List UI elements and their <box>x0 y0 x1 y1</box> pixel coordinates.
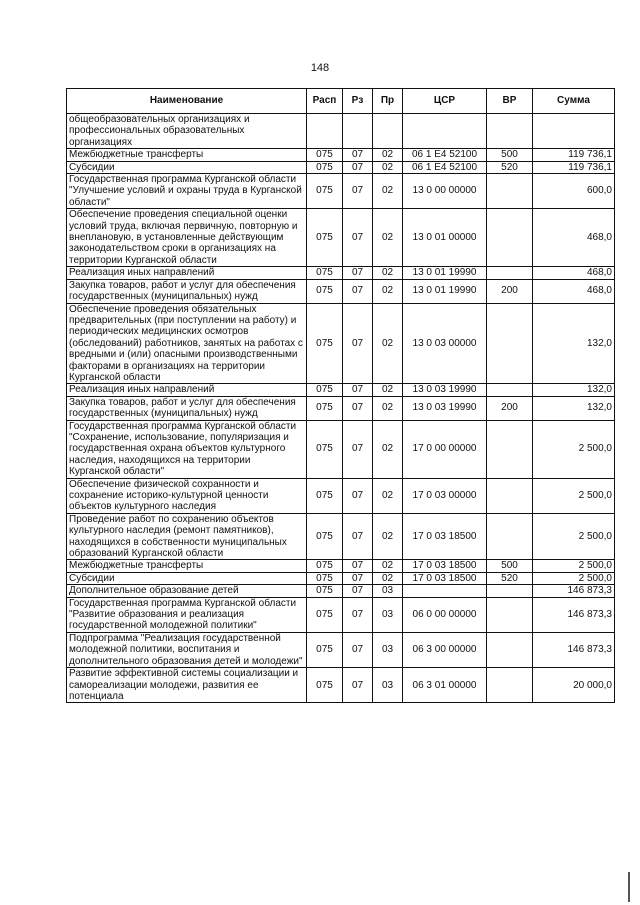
row-name: Обеспечение физической сохранности и сохранение историко-культурной ценности объектов культурного наследия <box>67 478 307 513</box>
column-header-pr: Пр <box>373 89 403 114</box>
page-number: 148 <box>310 62 330 74</box>
row-rz: 07 <box>343 560 373 572</box>
row-csr: 17 0 03 18500 <box>403 513 487 560</box>
row-sum: 146 873,3 <box>533 597 615 632</box>
column-header-sum: Сумма <box>533 89 615 114</box>
row-vr <box>487 668 533 703</box>
row-name: Реализация иных направлений <box>67 267 307 279</box>
column-header-rasp: Расп <box>307 89 343 114</box>
row-rasp: 075 <box>307 560 343 572</box>
row-vr <box>487 384 533 396</box>
row-sum: 132,0 <box>533 396 615 420</box>
column-header-csr: ЦСР <box>403 89 487 114</box>
row-rasp: 075 <box>307 572 343 584</box>
row-csr: 13 0 00 00000 <box>403 174 487 209</box>
row-name: Субсидии <box>67 161 307 173</box>
row-vr: 520 <box>487 572 533 584</box>
row-pr: 02 <box>373 513 403 560</box>
row-rz: 07 <box>343 632 373 667</box>
row-vr <box>487 513 533 560</box>
row-sum: 600,0 <box>533 174 615 209</box>
row-rz: 07 <box>343 209 373 267</box>
row-rz: 07 <box>343 174 373 209</box>
row-csr: 06 0 00 00000 <box>403 597 487 632</box>
row-pr: 02 <box>373 267 403 279</box>
row-rz: 07 <box>343 597 373 632</box>
row-rz: 07 <box>343 420 373 478</box>
row-csr: 17 0 03 18500 <box>403 572 487 584</box>
row-rasp: 075 <box>307 632 343 667</box>
row-pr: 02 <box>373 303 403 384</box>
row-name: Реализация иных направлений <box>67 384 307 396</box>
row-sum: 146 873,3 <box>533 632 615 667</box>
row-rasp: 075 <box>307 267 343 279</box>
column-header-rz: Рз <box>343 89 373 114</box>
row-csr: 06 3 00 00000 <box>403 632 487 667</box>
table-row <box>67 149 615 161</box>
row-sum: 468,0 <box>533 279 615 303</box>
budget-table <box>66 88 615 703</box>
row-name: Закупка товаров, работ и услуг для обеспечения государственных (муниципальных) нужд <box>67 396 307 420</box>
row-vr <box>487 585 533 597</box>
row-csr: 06 1 E4 52100 <box>403 149 487 161</box>
row-sum: 468,0 <box>533 267 615 279</box>
row-vr: 200 <box>487 279 533 303</box>
table-row <box>67 668 615 703</box>
row-csr: 13 0 03 19990 <box>403 396 487 420</box>
row-rasp: 075 <box>307 396 343 420</box>
row-sum: 2 500,0 <box>533 572 615 584</box>
row-rz: 07 <box>343 149 373 161</box>
row-rz: 07 <box>343 267 373 279</box>
row-name: Государственная программа Курганской области "Развитие образования и реализация государственной молодежной политики" <box>67 597 307 632</box>
row-rasp: 075 <box>307 513 343 560</box>
row-pr: 02 <box>373 149 403 161</box>
row-pr: 02 <box>373 174 403 209</box>
table-row <box>67 209 615 267</box>
row-rz: 07 <box>343 396 373 420</box>
row-rasp: 075 <box>307 420 343 478</box>
row-rz: 07 <box>343 384 373 396</box>
row-rasp: 075 <box>307 585 343 597</box>
table-row <box>67 560 615 572</box>
row-vr <box>487 597 533 632</box>
table-row <box>67 585 615 597</box>
row-csr <box>403 114 487 149</box>
row-name: Дополнительное образование детей <box>67 585 307 597</box>
table-row <box>67 572 615 584</box>
table-row <box>67 396 615 420</box>
row-vr <box>487 303 533 384</box>
row-sum: 119 736,1 <box>533 149 615 161</box>
row-rasp: 075 <box>307 161 343 173</box>
row-rasp <box>307 114 343 149</box>
row-pr: 02 <box>373 420 403 478</box>
table-row <box>67 161 615 173</box>
row-sum: 2 500,0 <box>533 513 615 560</box>
row-rz: 07 <box>343 668 373 703</box>
row-csr: 13 0 01 00000 <box>403 209 487 267</box>
row-pr: 02 <box>373 161 403 173</box>
row-rasp: 075 <box>307 478 343 513</box>
row-vr: 200 <box>487 396 533 420</box>
row-rz <box>343 114 373 149</box>
row-pr: 02 <box>373 396 403 420</box>
table-row <box>67 303 615 384</box>
row-name: Обеспечение проведения специальной оценки условий труда, включая первичную, повторную и внеплановую, в установленные действующим законодательством сроки в организациях на территории Курганской области <box>67 209 307 267</box>
table-row <box>67 420 615 478</box>
row-rz: 07 <box>343 572 373 584</box>
row-rasp: 075 <box>307 384 343 396</box>
row-pr: 02 <box>373 384 403 396</box>
row-name: Межбюджетные трансферты <box>67 560 307 572</box>
row-rasp: 075 <box>307 174 343 209</box>
row-pr: 03 <box>373 597 403 632</box>
row-name: Субсидии <box>67 572 307 584</box>
row-rz: 07 <box>343 279 373 303</box>
row-vr <box>487 209 533 267</box>
row-name: Развитие эффективной системы социализации и самореализации молодежи, развития ее потенциала <box>67 668 307 703</box>
row-vr: 500 <box>487 560 533 572</box>
row-name: Подпрограмма "Реализация государственной молодежной политики, воспитания и дополнительного образования детей и молодежи" <box>67 632 307 667</box>
row-csr: 13 0 01 19990 <box>403 267 487 279</box>
row-sum: 2 500,0 <box>533 478 615 513</box>
row-sum: 468,0 <box>533 209 615 267</box>
row-csr <box>403 585 487 597</box>
row-vr <box>487 478 533 513</box>
row-vr <box>487 420 533 478</box>
column-header-name: Наименование <box>67 89 307 114</box>
row-rasp: 075 <box>307 668 343 703</box>
table-row <box>67 114 615 149</box>
row-sum: 2 500,0 <box>533 420 615 478</box>
row-pr: 02 <box>373 572 403 584</box>
row-name: Обеспечение проведения обязательных предварительных (при поступлении на работу) и периодических медицинских осмотров (обследований) работников, занятых на работах с вредными и (или) опасными производственными факторами в организациях на территории Курганской области <box>67 303 307 384</box>
table-row <box>67 513 615 560</box>
row-name: Государственная программа Курганской области "Сохранение, использование, популяризация и государственная охрана объектов культурного наследия, находящихся на территории Курганской области" <box>67 420 307 478</box>
row-rz: 07 <box>343 513 373 560</box>
row-sum: 132,0 <box>533 384 615 396</box>
row-sum <box>533 114 615 149</box>
row-rasp: 075 <box>307 303 343 384</box>
row-rz: 07 <box>343 161 373 173</box>
table-row <box>67 267 615 279</box>
row-rasp: 075 <box>307 597 343 632</box>
row-rz: 07 <box>343 585 373 597</box>
table-row <box>67 478 615 513</box>
row-rasp: 075 <box>307 279 343 303</box>
row-csr: 17 0 03 00000 <box>403 478 487 513</box>
row-vr: 520 <box>487 161 533 173</box>
row-csr: 13 0 03 00000 <box>403 303 487 384</box>
row-name: Проведение работ по сохранению объектов культурного наследия (ремонт памятников), находящихся в собственности муниципальных образований Курганской области <box>67 513 307 560</box>
row-rasp: 075 <box>307 149 343 161</box>
row-name: общеобразовательных организациях и профессиональных образовательных организациях <box>67 114 307 149</box>
table-row <box>67 174 615 209</box>
row-rasp: 075 <box>307 209 343 267</box>
row-sum: 146 873,3 <box>533 585 615 597</box>
header-row <box>67 89 615 114</box>
scan-edge-mark <box>628 872 630 902</box>
row-pr: 02 <box>373 279 403 303</box>
row-rz: 07 <box>343 303 373 384</box>
row-name: Государственная программа Курганской области "Улучшение условий и охраны труда в Курганской области" <box>67 174 307 209</box>
row-sum: 20 000,0 <box>533 668 615 703</box>
row-pr: 02 <box>373 478 403 513</box>
row-vr <box>487 632 533 667</box>
row-sum: 119 736,1 <box>533 161 615 173</box>
row-vr <box>487 267 533 279</box>
column-header-vr: ВР <box>487 89 533 114</box>
table-body <box>67 114 615 703</box>
row-name: Закупка товаров, работ и услуг для обеспечения государственных (муниципальных) нужд <box>67 279 307 303</box>
row-pr: 03 <box>373 668 403 703</box>
row-sum: 132,0 <box>533 303 615 384</box>
table-row <box>67 597 615 632</box>
row-pr <box>373 114 403 149</box>
row-pr: 02 <box>373 560 403 572</box>
row-pr: 03 <box>373 585 403 597</box>
table-row <box>67 384 615 396</box>
row-csr: 13 0 03 19990 <box>403 384 487 396</box>
table-row <box>67 632 615 667</box>
row-vr: 500 <box>487 149 533 161</box>
row-csr: 06 3 01 00000 <box>403 668 487 703</box>
row-vr <box>487 174 533 209</box>
row-pr: 03 <box>373 632 403 667</box>
row-csr: 17 0 00 00000 <box>403 420 487 478</box>
row-vr <box>487 114 533 149</box>
row-csr: 13 0 01 19990 <box>403 279 487 303</box>
table-row <box>67 279 615 303</box>
row-pr: 02 <box>373 209 403 267</box>
row-csr: 06 1 E4 52100 <box>403 161 487 173</box>
row-sum: 2 500,0 <box>533 560 615 572</box>
row-csr: 17 0 03 18500 <box>403 560 487 572</box>
row-name: Межбюджетные трансферты <box>67 149 307 161</box>
row-rz: 07 <box>343 478 373 513</box>
